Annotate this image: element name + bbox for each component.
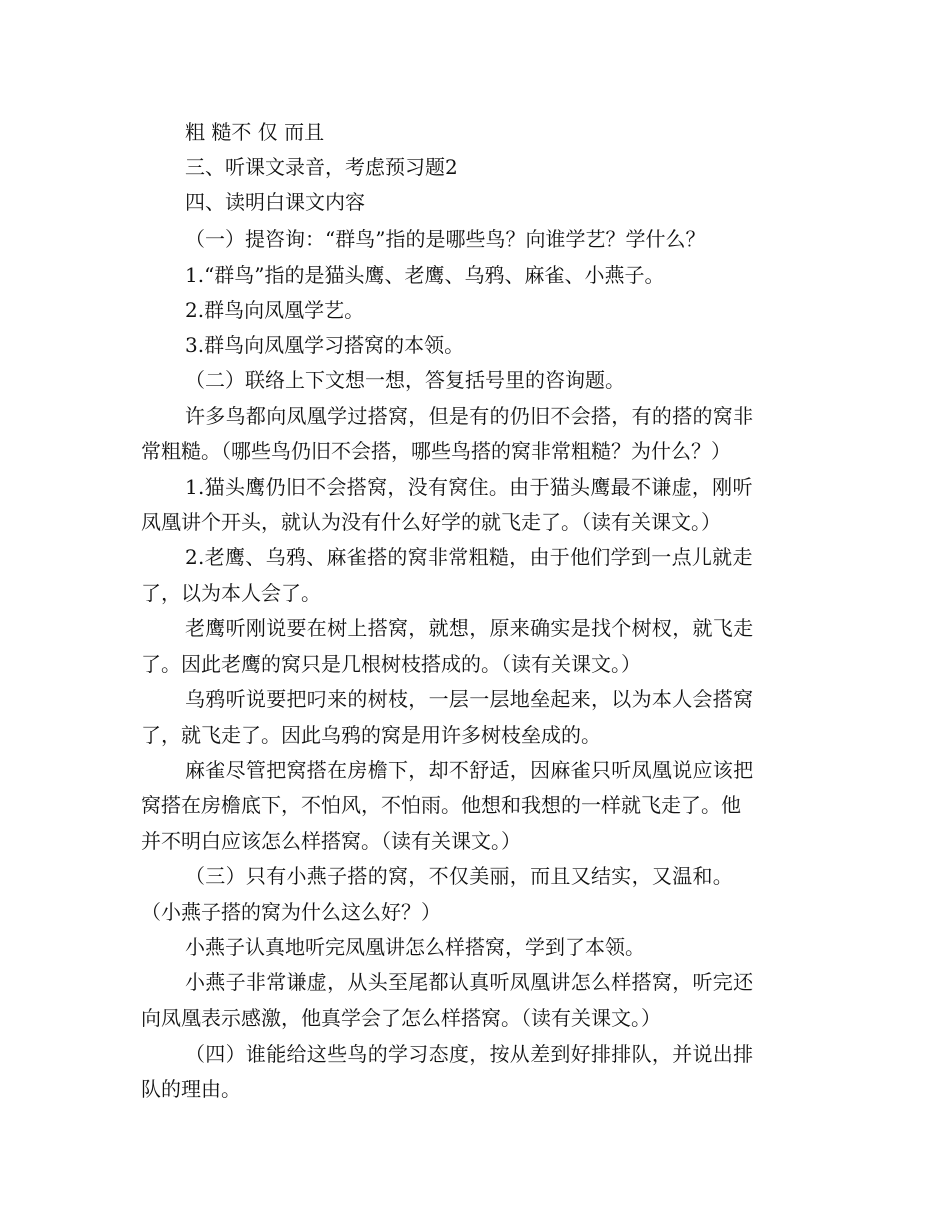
text-line: 了，就飞走了。因此乌鸦的窝是用许多树枝垒成的。 (141, 723, 601, 747)
text-line: 凤凰讲个开头，就认为没有什么好学的就飞走了。（读有关课文。） (141, 510, 721, 534)
text-line: 向凤凰表示感激，他真学会了怎么样搭窝。（读有关课文。） (141, 1006, 661, 1030)
text-line: （小燕子搭的窝为什么这么好？） (141, 900, 441, 924)
text-line: 常粗糙。（哪些鸟仍旧不会搭，哪些鸟搭的窝非常粗糙？为什么？） (141, 439, 731, 463)
text-line: 老鹰听刚说要在树上搭窝，就想，原来确实是找个树杈，就飞走 (185, 616, 754, 640)
text-line: （四）谁能给这些鸟的学习态度，按从差到好排排队，并说出排 (185, 1042, 754, 1066)
text-line: 三、听课文录音，考虑预习题2 (185, 155, 458, 179)
text-line: 队的理由。 (141, 1077, 241, 1101)
text-line: 并不明白应该怎么样搭窝。（读有关课文。） (141, 829, 521, 853)
text-line: 乌鸦听说要把叼来的树枝，一层一层地垒起来，以为本人会搭窝 (185, 687, 754, 711)
text-line: 1.猫头鹰仍旧不会搭窝，没有窝住。由于猫头鹰最不谦虚，刚听 (185, 475, 753, 499)
text-line: 了，以为本人会了。 (141, 581, 321, 605)
text-line: （一）提咨询：“群鸟”指的是哪些鸟？向谁学艺？学什么？ (185, 227, 706, 251)
text-line: 窝搭在房檐底下，不怕风，不怕雨。他想和我想的一样就飞走了。他 (141, 793, 741, 817)
text-line: 1.“群鸟”指的是猫头鹰、老鹰、乌鸦、麻雀、小燕子。 (185, 263, 665, 287)
text-line: （三）只有小燕子搭的窝，不仅美丽，而且又结实，又温和。 (185, 864, 734, 888)
text-line: 了。因此老鹰的窝只是几根树枝搭成的。（读有关课文。） (141, 652, 641, 676)
text-line: 2.老鹰、乌鸦、麻雀搭的窝非常粗糙，由于他们学到一点儿就走 (185, 545, 753, 569)
text-line: 小燕子非常谦虚，从头至尾都认真听凤凰讲怎么样搭窝，听完还 (185, 970, 754, 994)
text-line: （二）联络上下文想一想，答复括号里的咨询题。 (185, 368, 625, 392)
text-line: 3.群鸟向凤凰学习搭窝的本领。 (185, 333, 465, 357)
text-line: 2.群鸟向凤凰学艺。 (185, 298, 365, 322)
text-line: 四、读明白课文内容 (185, 190, 365, 214)
text-line: 麻雀尽管把窝搭在房檐下，却不舒适，因麻雀只听凤凰说应该把 (185, 758, 754, 782)
text-line: 许多鸟都向凤凰学过搭窝，但是有的仍旧不会搭，有的搭的窝非 (185, 404, 754, 428)
text-line: 粗 糙不 仅 而且 (185, 120, 325, 144)
text-line: 小燕子认真地听完凤凰讲怎么样搭窝，学到了本领。 (185, 935, 645, 959)
